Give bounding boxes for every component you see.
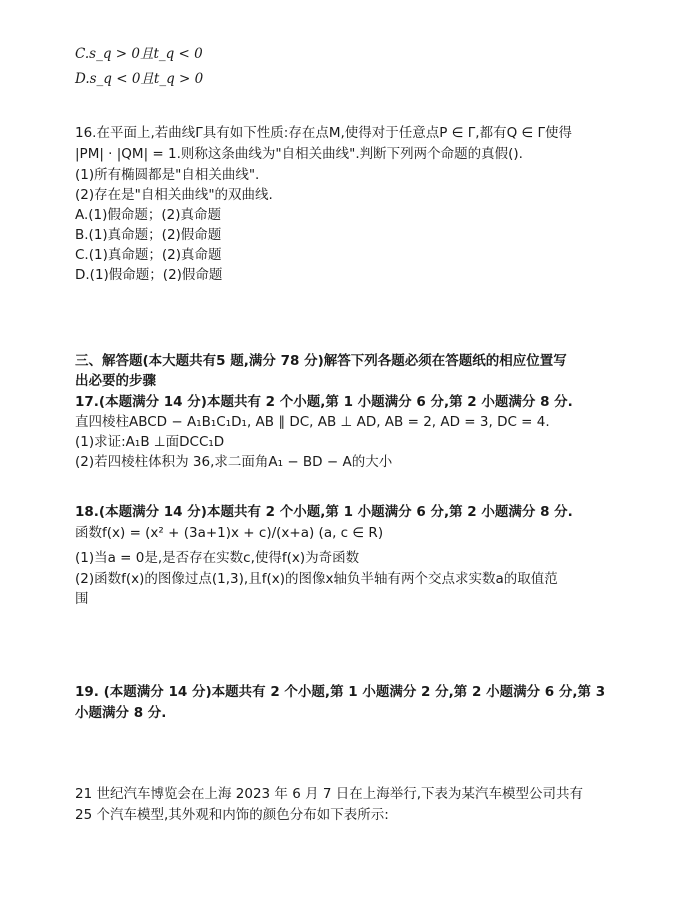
section3-heading-line1: 三、解答题(本大题共有5 题,满分 78 分)解答下列各题必须在答题纸的相应位置写 (75, 353, 567, 369)
q16-option-b: B.(1)真命题；(2)假命题 (75, 227, 222, 243)
option-d-15: D.s_q < 0且t_q > 0 (75, 71, 204, 87)
q19-header-line1: 19. (本题满分 14 分)本题共有 2 个小题,第 1 小题满分 2 分,第 2 小题满分 6 分,第 3 (75, 684, 606, 700)
q16-statement-1: (1)所有椭圆都是"自相关曲线". (75, 167, 260, 183)
q16-stem-line2: |PM| · |QM| = 1.则称这条曲线为"自相关曲线".判断下列两个命题的真假(). (75, 146, 523, 162)
q17-part-1: (1)求证:A₁B ⊥面DCC₁D (75, 434, 225, 450)
option-c-15: C.s_q > 0且t_q < 0 (75, 46, 203, 62)
q18-function: 函数f(x) = (x² + (3a+1)x + c)/(x+a) (a, c ∈ R) (75, 525, 384, 541)
q16-statement-2: (2)存在是"自相关曲线"的双曲线. (75, 187, 273, 203)
q17-header: 17.(本题满分 14 分)本题共有 2 个小题,第 1 小题满分 6 分,第 2 小题满分 8 分. (75, 394, 573, 410)
q18-part-2-cont: 围 (75, 591, 89, 607)
section3-heading-line2: 出必要的步骤 (75, 373, 156, 389)
q16-option-c: C.(1)真命题；(2)真命题 (75, 247, 222, 263)
q18-header: 18.(本题满分 14 分)本题共有 2 个小题,第 1 小题满分 6 分,第 2 小题满分 8 分. (75, 504, 573, 520)
q18-part-1: (1)当a = 0是,是否存在实数c,使得f(x)为奇函数 (75, 550, 360, 566)
q19-stem-line1: 21 世纪汽车博览会在上海 2023 年 6 月 7 日在上海举行,下表为某汽车模型公司共有 (75, 786, 584, 802)
q19-stem-line2: 25 个汽车模型,其外观和内饰的颜色分布如下表所示: (75, 807, 389, 823)
q19-header-line2: 小题满分 8 分. (75, 705, 167, 721)
q16-option-d: D.(1)假命题；(2)假命题 (75, 267, 223, 283)
q17-part-2: (2)若四棱柱体积为 36,求二面角A₁ − BD − A的大小 (75, 454, 393, 470)
q16-option-a: A.(1)假命题；(2)真命题 (75, 207, 222, 223)
q16-stem-line1: 16.在平面上,若曲线Γ具有如下性质:存在点M,使得对于任意点P ∈ Γ,都有Q ∈ Γ使得 (75, 125, 573, 141)
q17-stem: 直四棱柱ABCD − A₁B₁C₁D₁, AB ∥ DC, AB ⊥ AD, AB = 2, AD = 3, DC = 4. (75, 414, 550, 430)
q18-part-2: (2)函数f(x)的图像过点(1,3),且f(x)的图像x轴负半轴有两个交点求实数a的取值范 (75, 571, 558, 587)
